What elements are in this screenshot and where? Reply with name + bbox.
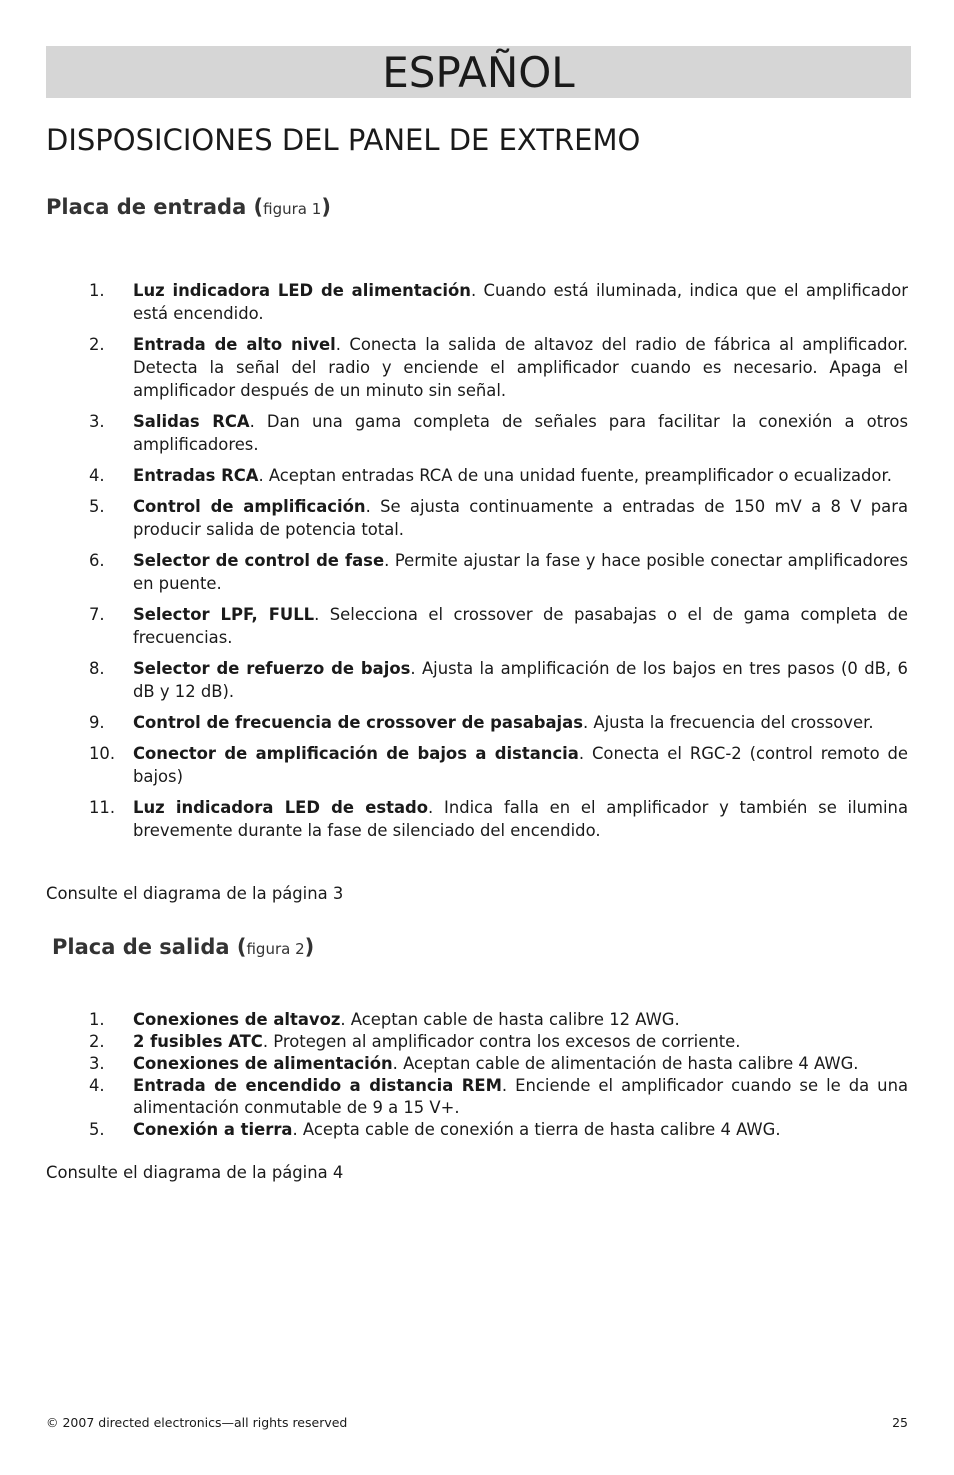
- list-item: [46, 1075, 908, 1119]
- item-number: 5.: [89, 497, 105, 516]
- list-item: [46, 464, 908, 487]
- item-description: . Ajusta la amplificación de los bajos en tres pasos (0 dB, 6 dB y 12 dB).: [133, 659, 908, 701]
- item-number: 7.: [89, 605, 105, 624]
- item-number: 4.: [89, 466, 105, 485]
- item-text: [133, 742, 908, 788]
- item-number: 3.: [89, 412, 105, 431]
- item-description: . Aceptan entradas RCA de una unidad fuente, preamplificador o ecualizador.: [258, 466, 892, 485]
- item-text: [133, 333, 908, 402]
- item-description: . Acepta cable de conexión a tierra de hasta calibre 4 AWG.: [292, 1120, 781, 1139]
- language-banner: [46, 46, 911, 98]
- item-number: 1.: [89, 281, 105, 300]
- item-text: [133, 549, 908, 595]
- item-number: 2.: [89, 335, 105, 354]
- item-text: [133, 1031, 908, 1053]
- item-term: Selector de refuerzo de bajos: [133, 659, 411, 678]
- output-plate-list: [46, 1009, 908, 1141]
- item-description: . Aceptan cable de hasta calibre 12 AWG.: [340, 1010, 680, 1029]
- item-term: Entrada de encendido a distancia REM: [133, 1076, 502, 1095]
- item-term: Selector de control de fase: [133, 551, 385, 570]
- output-plate-diagram-reference: Consulte el diagrama de la página 4: [46, 1163, 344, 1182]
- item-text: [133, 410, 908, 456]
- item-text: [133, 796, 908, 842]
- input-plate-heading-text: Placa de entrada (: [46, 195, 264, 219]
- list-item: [46, 711, 908, 734]
- list-item: [46, 333, 908, 402]
- item-number: 9.: [89, 713, 105, 732]
- input-plate-heading: [46, 193, 331, 223]
- item-term: Entradas RCA: [133, 466, 259, 485]
- item-term: Control de frecuencia de crossover de pasabajas: [133, 713, 583, 732]
- item-description: . Protegen al amplificador contra los excesos de corriente.: [262, 1032, 741, 1051]
- list-item: [46, 549, 908, 595]
- item-text: [133, 1009, 908, 1031]
- list-item: [46, 495, 908, 541]
- item-description: . Enciende el amplificador cuando se le da una alimentación conmutable de 9 a 15 V+.: [133, 1076, 909, 1117]
- item-description: . Dan una gama completa de señales para facilitar la conexión a otros amplificadores.: [133, 412, 909, 454]
- item-number: 11.: [89, 798, 116, 817]
- copyright-notice: © 2007 directed electronics—all rights reserved: [46, 1415, 348, 1430]
- input-plate-list: [46, 279, 908, 850]
- item-term: Control de amplificación: [133, 497, 366, 516]
- item-description: . Conecta la salida de altavoz del radio de fábrica al amplificador. Detecta la señal del radio y enciende el amplificador cuando es necesario. Apaga el amplificador después de un minuto sin señal.: [133, 335, 908, 400]
- list-item: [46, 279, 908, 325]
- item-number: 5.: [89, 1120, 105, 1139]
- item-text: [133, 1075, 908, 1119]
- page-number: 25: [892, 1415, 908, 1430]
- output-plate-heading: [52, 933, 314, 963]
- item-number: 4.: [89, 1076, 105, 1095]
- item-term: Luz indicadora LED de alimentación: [133, 281, 471, 300]
- item-text: [133, 657, 908, 703]
- item-term: 2 fusibles ATC: [133, 1032, 263, 1051]
- item-description: . Ajusta la frecuencia del crossover.: [583, 713, 874, 732]
- item-description: . Selecciona el crossover de pasabajas o el de gama completa de frecuencias.: [133, 605, 908, 647]
- item-number: 3.: [89, 1054, 105, 1073]
- list-item: [46, 410, 908, 456]
- item-text: [133, 711, 908, 734]
- item-description: . Cuando está iluminada, indica que el amplificador está encendido.: [133, 281, 908, 323]
- item-term: Entrada de alto nivel: [133, 335, 336, 354]
- item-text: [133, 279, 908, 325]
- list-item: [46, 603, 908, 649]
- output-plate-heading-close: ): [304, 935, 315, 959]
- input-plate-diagram-reference: Consulte el diagrama de la página 3: [46, 884, 344, 903]
- item-term: Conector de amplificación de bajos a distancia: [133, 744, 579, 763]
- input-plate-figure-ref: figura 1: [263, 200, 322, 218]
- item-number: 8.: [89, 659, 105, 678]
- item-term: Conexión a tierra: [133, 1120, 293, 1139]
- input-plate-heading-close: ): [321, 195, 331, 219]
- item-number: 10.: [89, 744, 116, 763]
- list-item: [46, 1009, 908, 1031]
- item-term: Conexiones de alimentación: [133, 1054, 393, 1073]
- item-description: . Aceptan cable de alimentación de hasta calibre 4 AWG.: [392, 1054, 859, 1073]
- output-plate-figure-ref: figura 2: [246, 940, 305, 958]
- item-term: Conexiones de altavoz: [133, 1010, 341, 1029]
- item-number: 6.: [89, 551, 105, 570]
- language-title: ESPAÑOL: [382, 48, 575, 97]
- item-description: . Permite ajustar la fase y hace posible conectar amplificadores en puente.: [133, 551, 908, 593]
- item-term: Selector LPF, FULL: [133, 605, 315, 624]
- list-item: [46, 1031, 908, 1053]
- item-number: 2.: [89, 1032, 105, 1051]
- item-number: 1.: [89, 1010, 105, 1029]
- item-term: Salidas RCA: [133, 412, 250, 431]
- item-description: . Indica falla en el amplificador y también se ilumina brevemente durante la fase de silenciado del encendido.: [133, 798, 908, 840]
- list-item: [46, 1053, 908, 1075]
- list-item: [46, 742, 908, 788]
- item-description: . Se ajusta continuamente a entradas de 150 mV a 8 V para producir salida de potencia total.: [133, 497, 908, 539]
- item-term: Luz indicadora LED de estado: [133, 798, 429, 817]
- item-text: [133, 495, 908, 541]
- item-text: [133, 464, 908, 487]
- item-text: [133, 1119, 908, 1141]
- item-text: [133, 1053, 908, 1075]
- section-title: DISPOSICIONES DEL PANEL DE EXTREMO: [46, 123, 641, 157]
- list-item: [46, 657, 908, 703]
- output-plate-heading-text: Placa de salida (: [52, 935, 247, 959]
- list-item: [46, 796, 908, 842]
- list-item: [46, 1119, 908, 1141]
- item-text: [133, 603, 908, 649]
- item-description: . Conecta el RGC-2 (control remoto de bajos): [133, 744, 908, 786]
